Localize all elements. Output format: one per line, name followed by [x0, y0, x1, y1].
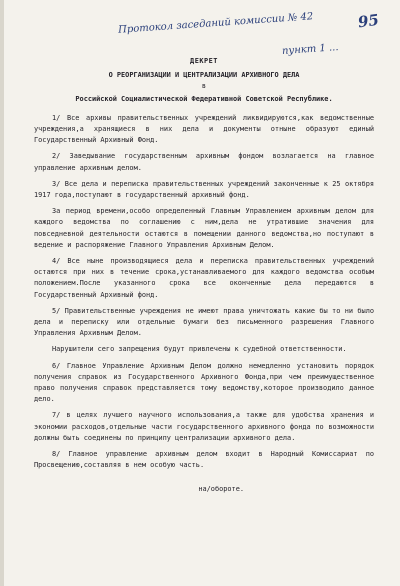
- paragraph-5-continued: Нарушители сего запрещения будут привлечены к судебной ответственности.: [52, 345, 347, 354]
- paragraph-2: 2/ Заведывание государственным архивным фондом возлагается на главное управление архивным делом.: [34, 152, 374, 172]
- handwritten-item-note: пункт 1 ...: [281, 42, 339, 57]
- paragraph-3-continued: За период времени,особо определенный Главным Управлением архивным делом для каждого ведомства по соглашению с ним,дела не утратившие значения для повседневной деятельности остаются в помещении данного ведомства,но поступают в ведение и распоряжение Главного Управления Архивным Делом.: [34, 207, 374, 249]
- handwritten-protocol-note: Протокол заседаний комиссии № 42: [117, 11, 314, 36]
- paragraph-1: 1/ Все архивы правительственных учреждений ликвидируются,как ведомственные учреждения,а хранящиеся в них дела и документы отныне образуют единый Государственный Архивный Фонд.: [34, 113, 374, 145]
- decree-text: [34, 56, 374, 495]
- page-turn-note: на/обороте.: [198, 484, 244, 493]
- decree-subtitle: О РЕОРГАНИЗАЦИИ И ЦЕНТРАЛИЗАЦИИ АРХИВНОГО ДЕЛА: [108, 71, 300, 80]
- page-edge: [0, 0, 4, 586]
- decree-subtitle-preposition: в: [201, 82, 207, 91]
- decree-subtitle-republic: Российской Социалистической Федеративной Советской Республике.: [75, 94, 333, 103]
- decree-title: ДЕКРЕТ: [190, 57, 218, 65]
- paragraph-3: 3/ Все дела и переписка правительственных учреждений законченные к 25 октября 1917 года,поступают в государственный архивный фонд.: [34, 179, 374, 200]
- handwritten-page-number: 95: [356, 10, 381, 32]
- paragraph-6: 6/ Главное Управление Архивным Делом должно немедленно установить порядок получения справок из Государственного Архивного Фонда,при чем преимущественное право получения справок представляется тому ведомству,которое производило данное дело.: [34, 361, 374, 404]
- paragraph-5: 5/ Правительственные учреждения не имеют права уничтожать какие бы то ни было дела и переписку или отдельные бумаги без письменного разрешения Главного Управления Архивным Делом.: [34, 306, 374, 338]
- paragraph-7: 7/ в целях лучшего научного использования,а также для удобства хранения и экономии расходов,отдельные части государственного архивного фонда по возможности должны быть соединены по принципу централизации архивного дела.: [34, 411, 374, 442]
- paragraph-4: 4/ Все ныне производящиеся дела и переписка правительственных учреждений остаются при них в течение срока,устанавливаемого для каждого ведомства особым положением.После указанного срока все оконченные дела передаются в Государственный Архивный фонд.: [34, 257, 374, 299]
- paragraph-8: 8/ Главное управление архивным делом входит в Народный Комиссариат по Просвещению,составляя в нем особую часть.: [34, 450, 374, 470]
